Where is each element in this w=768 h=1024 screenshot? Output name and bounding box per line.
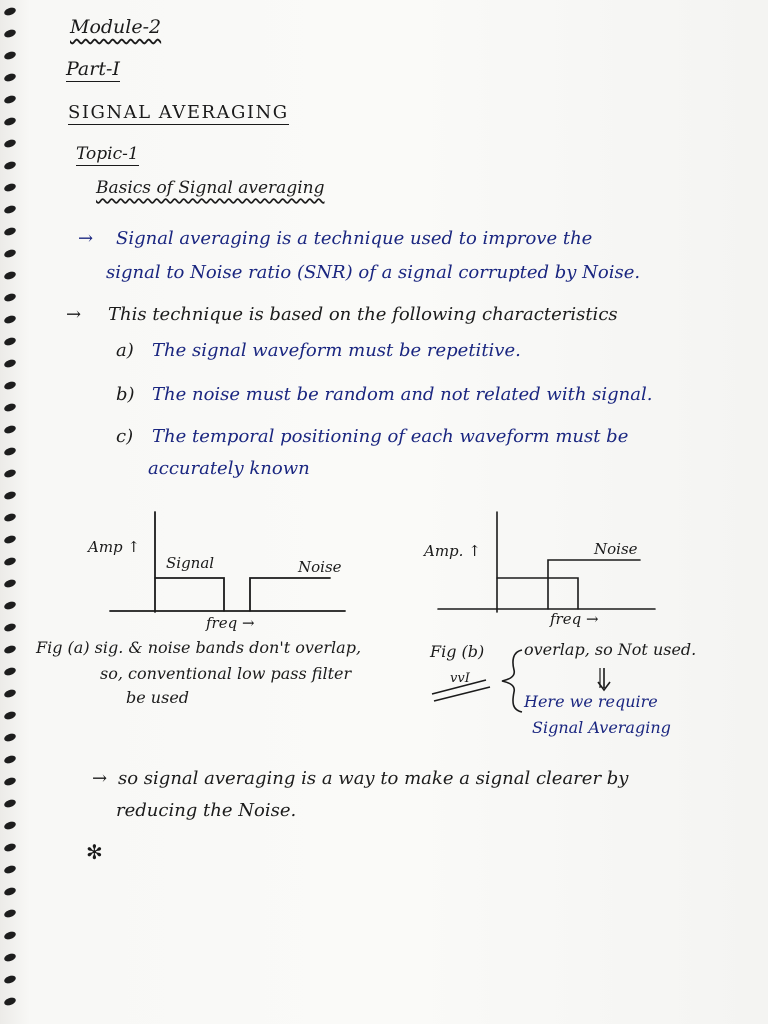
bullet-arrow: → [66, 304, 82, 325]
section-title: SIGNAL AVERAGING [68, 102, 289, 123]
fig-a-caption-line-3: be used [126, 688, 190, 707]
fig-b-need-line-1: Here we require [524, 692, 658, 711]
fig-a-noise-label: Noise [298, 558, 342, 576]
conclusion-line-2: reducing the Noise. [116, 800, 297, 821]
item-c-text-line-2: accurately known [148, 458, 310, 479]
conclusion-arrow: → [92, 768, 108, 789]
subtopic-heading: Basics of Signal averaging [96, 178, 325, 198]
item-a-text: The signal waveform must be repetitive. [152, 340, 521, 361]
fig-b-noise-label: Noise [594, 540, 638, 558]
bullet-arrow: → [78, 228, 94, 249]
fig-a-caption-line-1: Fig (a) sig. & noise bands don't overlap, [36, 638, 362, 657]
fig-a-caption-line-2: so, conventional low pass filter [100, 664, 352, 683]
fig-a-signal-label: Signal [166, 554, 215, 572]
module-heading: Module-2 [70, 16, 162, 38]
fig-b-caption-overlap: overlap, so Not used. [524, 640, 697, 659]
conclusion-line-1: so signal averaging is a way to make a signal clearer by [118, 768, 629, 789]
fig-b-caption-prefix: Fig (b) [430, 642, 485, 661]
item-label-a: a) [116, 340, 134, 361]
topic-heading: Topic-1 [76, 144, 139, 164]
bullet-2-line-1: This technique is based on the following characteristics [108, 304, 618, 325]
important-mark: vvI [450, 671, 470, 686]
star-mark-icon: ✻ [86, 840, 103, 864]
fig-b-x-axis-label: freq → [550, 610, 599, 628]
part-heading: Part-I [66, 58, 120, 80]
bullet-1-line-2: signal to Noise ratio (SNR) of a signal corrupted by Noise. [106, 262, 641, 283]
fig-b-need-line-2: Signal Averaging [532, 718, 671, 737]
fig-a-y-axis-label: Amp ↑ [88, 538, 140, 556]
fig-a-x-axis-label: freq → [206, 614, 255, 632]
item-label-b: b) [116, 384, 135, 405]
bullet-1-line-1: Signal averaging is a technique used to improve the [116, 228, 593, 249]
item-label-c: c) [116, 426, 134, 447]
item-c-text-line-1: The temporal positioning of each waveform must be [152, 426, 629, 447]
fig-b-y-axis-label: Amp. ↑ [424, 542, 481, 560]
item-b-text: The noise must be random and not related with signal. [152, 384, 653, 405]
